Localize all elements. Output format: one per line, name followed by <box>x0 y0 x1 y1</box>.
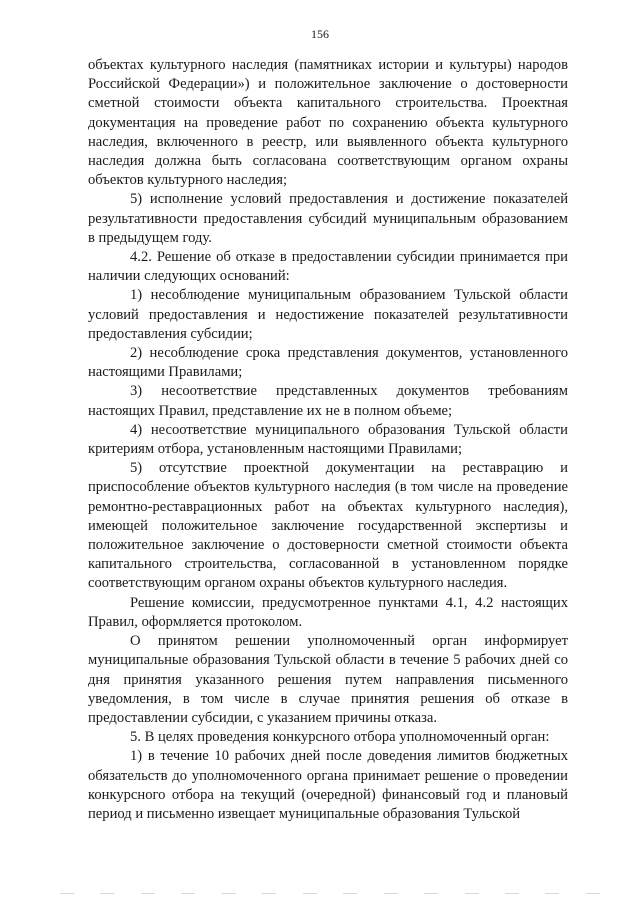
paragraph: 5) отсутствие проектной документации на реставрацию и приспособление объектов культурного наследия (в том числе на проведение ремонтно-реставрационных работ на объектах культурного наследия), имеющей положительное заключение государственной экспертизы и положительное заключение о достоверности сметной стоимости объекта капитального строительства, согласованной в установленном порядке соответствующим органом охраны объектов культурного наследия. <box>88 460 568 592</box>
paragraph: О принятом решении уполномоченный орган информирует муниципальные образования Тульской области в течение 5 рабочих дней со дня принятия указанного решения путем направления письменного уведомления, в том числе в случае принятия решения об отказе в предоставлении субсидии, с указанием причины отказа. <box>88 633 568 726</box>
paragraph: 1) несоблюдение муниципальным образованием Тульской области условий предоставления и недостижение показателей результативности предоставления субсидии; <box>88 287 568 342</box>
paragraph: 2) несоблюдение срока представления документов, установленного настоящими Правилами; <box>88 345 568 381</box>
paragraph: 4) несоответствие муниципального образования Тульской области критериям отбора, установленным настоящими Правилами; <box>88 421 568 458</box>
paragraph: Решение комиссии, предусмотренное пунктами 4.1, 4.2 настоящих Правил, оформляется протоколом. <box>88 594 568 630</box>
page-number: 156 <box>311 27 329 41</box>
scan-noise <box>60 893 600 897</box>
paragraph: 5. В целях проведения конкурсного отбора уполномоченный орган: <box>130 729 550 746</box>
paragraph: объектах культурного наследия (памятниках истории и культуры) народов Российской Федерации») и положительное заключение о достоверности сметной стоимости объекта капитального строительства. Проектная документация на проведение работ по сохранению объекта культурного наследия, включенного в реестр, или выявленного объекта культурного наследия должна быть согласована соответствующим органом охраны объектов культурного наследия; <box>88 57 568 189</box>
paragraph: 4.2. Решение об отказе в предоставлении субсидии принимается при наличии следующих оснований: <box>88 249 568 285</box>
paragraph: 3) несоответствие представленных документов требованиям настоящих Правил, представление их не в полном объеме; <box>88 383 568 419</box>
paragraph: 5) исполнение условий предоставления и достижение показателей результативности предоставления субсидий муниципальным образованием в предыдущем году. <box>88 191 568 246</box>
document-body <box>88 56 568 824</box>
paragraph: 1) в течение 10 рабочих дней после доведения лимитов бюджетных обязательств до уполномоченного органа принимает решение о проведении конкурсного отбора на текущий (очередной) финансовый год и плановый период и письменно извещает муниципальные образования Тульской <box>88 748 568 822</box>
